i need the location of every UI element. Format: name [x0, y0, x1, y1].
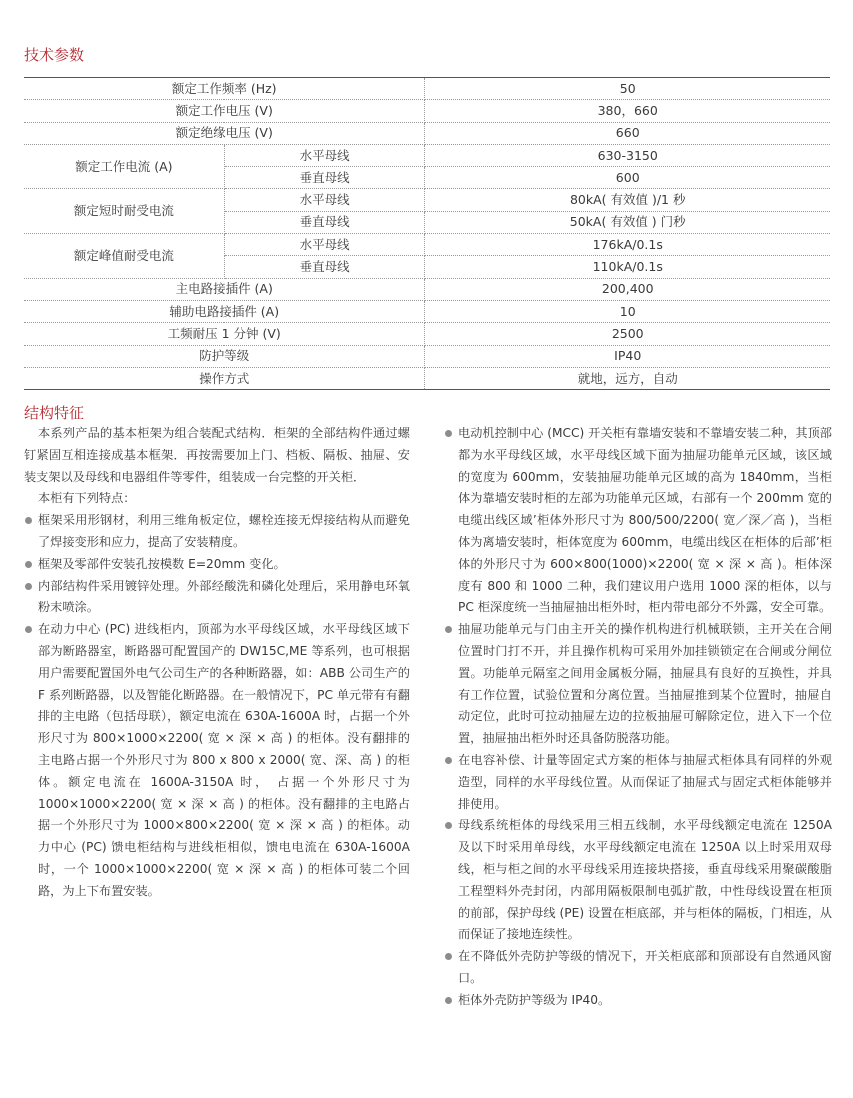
- table-row: [24, 367, 830, 389]
- table-row: [24, 78, 830, 100]
- list-item-text: 框架及零部件安装孔按模数 E=20mm 变化。: [38, 556, 286, 571]
- param-name: 操作方式: [24, 367, 425, 389]
- table-row: [24, 144, 830, 166]
- features-right-column: [444, 423, 832, 1012]
- param-value: 10: [425, 300, 830, 322]
- list-item-text: 母线系统柜体的母线采用三相五线制，水平母线额定电流在 1250A 及以下时采用单母线，水平母线额定电流在 1250A 以上时采用双母线，柜与柜之间的水平母线采用连接块搭接，垂直母线采用聚碳酸脂工程塑料外壳封闭，内部用隔板限制电弧扩散，中性母线设置在柜顶的前部，保护母线 (PE) 设置在柜底部，并与柜体的隔板，门相连，从而保证了接地连续性。: [458, 818, 832, 942]
- param-name: 额定工作电流 (A): [24, 144, 224, 189]
- features-intro-lead: 本柜有下列特点：: [38, 491, 136, 506]
- list-item: [444, 619, 832, 750]
- param-value: IP40: [425, 345, 830, 367]
- list-item-text: 柜体外壳防护等级为 IP40。: [458, 992, 611, 1007]
- tech-params-table: [24, 77, 830, 390]
- tech-params-title: 技术参数: [24, 46, 85, 64]
- param-name: 额定工作电压 (V): [24, 100, 425, 122]
- list-item-text: 框架采用形钢材，利用三维角板定位，螺栓连接无焊接结构从而避免了焊接变形和应力，提高了安装精度。: [38, 513, 410, 549]
- param-value: 110kA/0.1s: [425, 256, 830, 278]
- param-sub-name: 水平母线: [224, 144, 425, 166]
- param-name: 工频耐压 1 分钟 (V): [24, 323, 425, 345]
- table-row: [24, 323, 830, 345]
- list-item: [444, 815, 832, 946]
- list-item: [24, 510, 410, 554]
- param-value: 380，660: [425, 100, 830, 122]
- param-value: 80kA( 有效值 )/1 秒: [425, 189, 830, 211]
- param-value: 50: [425, 78, 830, 100]
- list-item: [24, 619, 410, 902]
- param-name: 额定绝缘电压 (V): [24, 122, 425, 144]
- list-item: [444, 423, 832, 619]
- param-value: 630-3150: [425, 144, 830, 166]
- param-value: 200,400: [425, 278, 830, 300]
- param-value: 660: [425, 122, 830, 144]
- bullet-dot-icon: [25, 626, 32, 633]
- list-item-text: 内部结构件采用镀锌处理。外部经酸洗和磷化处理后，采用静电环氧粉末喷涂。: [38, 578, 410, 615]
- list-item-text: 电动机控制中心 (MCC) 开关柜有靠墙安装和不靠墙安装二种，其顶部都为水平母线区域，水平母线区域下面为抽屉功能单元区域，该区域的宽度为 600mm，安装抽屉功能单元区域的高为 1840mm，当柜体为靠墙安装时柜的左部为功能单元区域，右部有一个 200mm 宽的电缆出线区域’柜体外形尺寸为 800/500/2200( 宽／深／高 )，当柜体为离墙安装时，柜体宽度为 600mm，电缆出线区在柜体的后部’柜体的外形尺寸为 600×800(1000)×2200( 宽 × 深 × 高 )。柜体深度有 800 和 1000 二种，我们建议用户选用 1000 深的柜体，以与 PC 柜深度统一当抽屉抽出柜外时，柜内带电部分不外露，安全可靠。: [458, 426, 832, 615]
- bullet-dot-icon: [25, 583, 32, 590]
- table-row: [24, 122, 830, 144]
- param-value: 600: [425, 167, 830, 189]
- param-name: 额定峰值耐受电流: [24, 234, 224, 279]
- param-name: 额定工作频率 (Hz): [24, 78, 425, 100]
- table-row: [24, 300, 830, 322]
- param-value: 176kA/0.1s: [425, 234, 830, 256]
- list-item: [24, 576, 410, 620]
- list-item-text: 在动力中心 (PC) 进线柜内，顶部为水平母线区域，水平母线区域下部为断路器室，断路器可配置国产的 DW15C,ME 等系列，也可根据用户需要配置国外电气公司生产的各种断路器，如：ABB 公司生产的 F 系列断路器，以及智能化断路器。在一般情况下，PC 单元带有有翻排的主电路（包括母联），额定电流在 630A-1600A 时，占据一个外形尺寸为 800×1000×2200( 宽 × 深 × 高 ) 的柜体。没有翻排的主电路占据一个外形尺寸为 800 x 800 x 2000( 宽、深、高 ) 的柜体。额定电流在 1600A-3150A 时， 占据一个外形尺寸为 1000×1000×2200( 宽 × 深 × 高 ) 的柜体。没有翻排的主电路占据一个外形尺寸为 1000×800×2200( 宽 × 深 × 高 ) 的柜体。动力中心 (PC) 馈电柜结构与进线柜相似，馈电电流在 630A-1600A 时，一个 1000×1000×2200( 宽 × 深 × 高 ) 的柜体可装二个回路，为上下布置安装。: [38, 622, 410, 898]
- table-row: [24, 345, 830, 367]
- param-name: 辅助电路接插件 (A): [24, 300, 425, 322]
- list-item: [444, 750, 832, 815]
- param-sub-name: 水平母线: [224, 234, 425, 256]
- features-title: 结构特征: [24, 404, 85, 422]
- list-item: [24, 554, 410, 576]
- bullet-dot-icon: [445, 430, 452, 437]
- list-item-text: 在不降低外壳防护等级的情况下，开关柜底部和顶部设有自然通风窗口。: [458, 949, 832, 985]
- bullet-dot-icon: [25, 561, 32, 568]
- features-intro: 本系列产品的基本柜架为组合装配式结构．柜架的全部结构件通过螺钉紧固互相连接成基本框架．再按需要加上门、档板、隔板、抽屉、安装支架以及母线和电器组件等零件，组装成一台完整的开关柜．: [24, 426, 410, 484]
- features-left-column: [24, 423, 410, 903]
- list-item-text: 在电容补偿、计量等固定式方案的柜体与抽屉式柜体具有同样的外观造型，同样的水平母线位置。从而保证了抽屉式与固定式柜体能够并排使用。: [458, 752, 832, 811]
- list-item: [444, 946, 832, 990]
- bullet-dot-icon: [445, 953, 452, 960]
- table-row: [24, 100, 830, 122]
- table-row: [24, 234, 830, 256]
- bullet-dot-icon: [445, 626, 452, 633]
- table-row: [24, 189, 830, 211]
- param-sub-name: 垂直母线: [224, 167, 425, 189]
- list-item: [444, 990, 832, 1012]
- bullet-dot-icon: [445, 757, 452, 764]
- param-sub-name: 水平母线: [224, 189, 425, 211]
- bullet-dot-icon: [445, 997, 452, 1004]
- param-value: 50kA( 有效值 ) 门秒: [425, 211, 830, 233]
- param-sub-name: 垂直母线: [224, 211, 425, 233]
- param-name: 防护等级: [24, 345, 425, 367]
- bullet-dot-icon: [25, 517, 32, 524]
- param-value: 2500: [425, 323, 830, 345]
- param-name: 额定短时耐受电流: [24, 189, 224, 234]
- table-row: [24, 278, 830, 300]
- list-item-text: 抽屉功能单元与门由主开关的操作机构进行机械联锁，主开关在合闸位置时门打不开，并且操作机构可采用外加挂锁锁定在合闸或分闸位置。功能单元隔室之间用金属板分隔，抽屉具有良好的互换性，并具有工作位置，试验位置和分离位置。当抽屉推到某个位置时，抽屉自动定位，此时可拉动抽屉左边的拉板抽屉可解除定位，进入下一个位置，抽屉抽出柜外时还具备防脱落功能。: [458, 622, 832, 746]
- param-name: 主电路接插件 (A): [24, 278, 425, 300]
- bullet-dot-icon: [445, 822, 452, 829]
- param-value: 就地，远方，自动: [577, 370, 678, 386]
- param-sub-name: 垂直母线: [224, 256, 425, 278]
